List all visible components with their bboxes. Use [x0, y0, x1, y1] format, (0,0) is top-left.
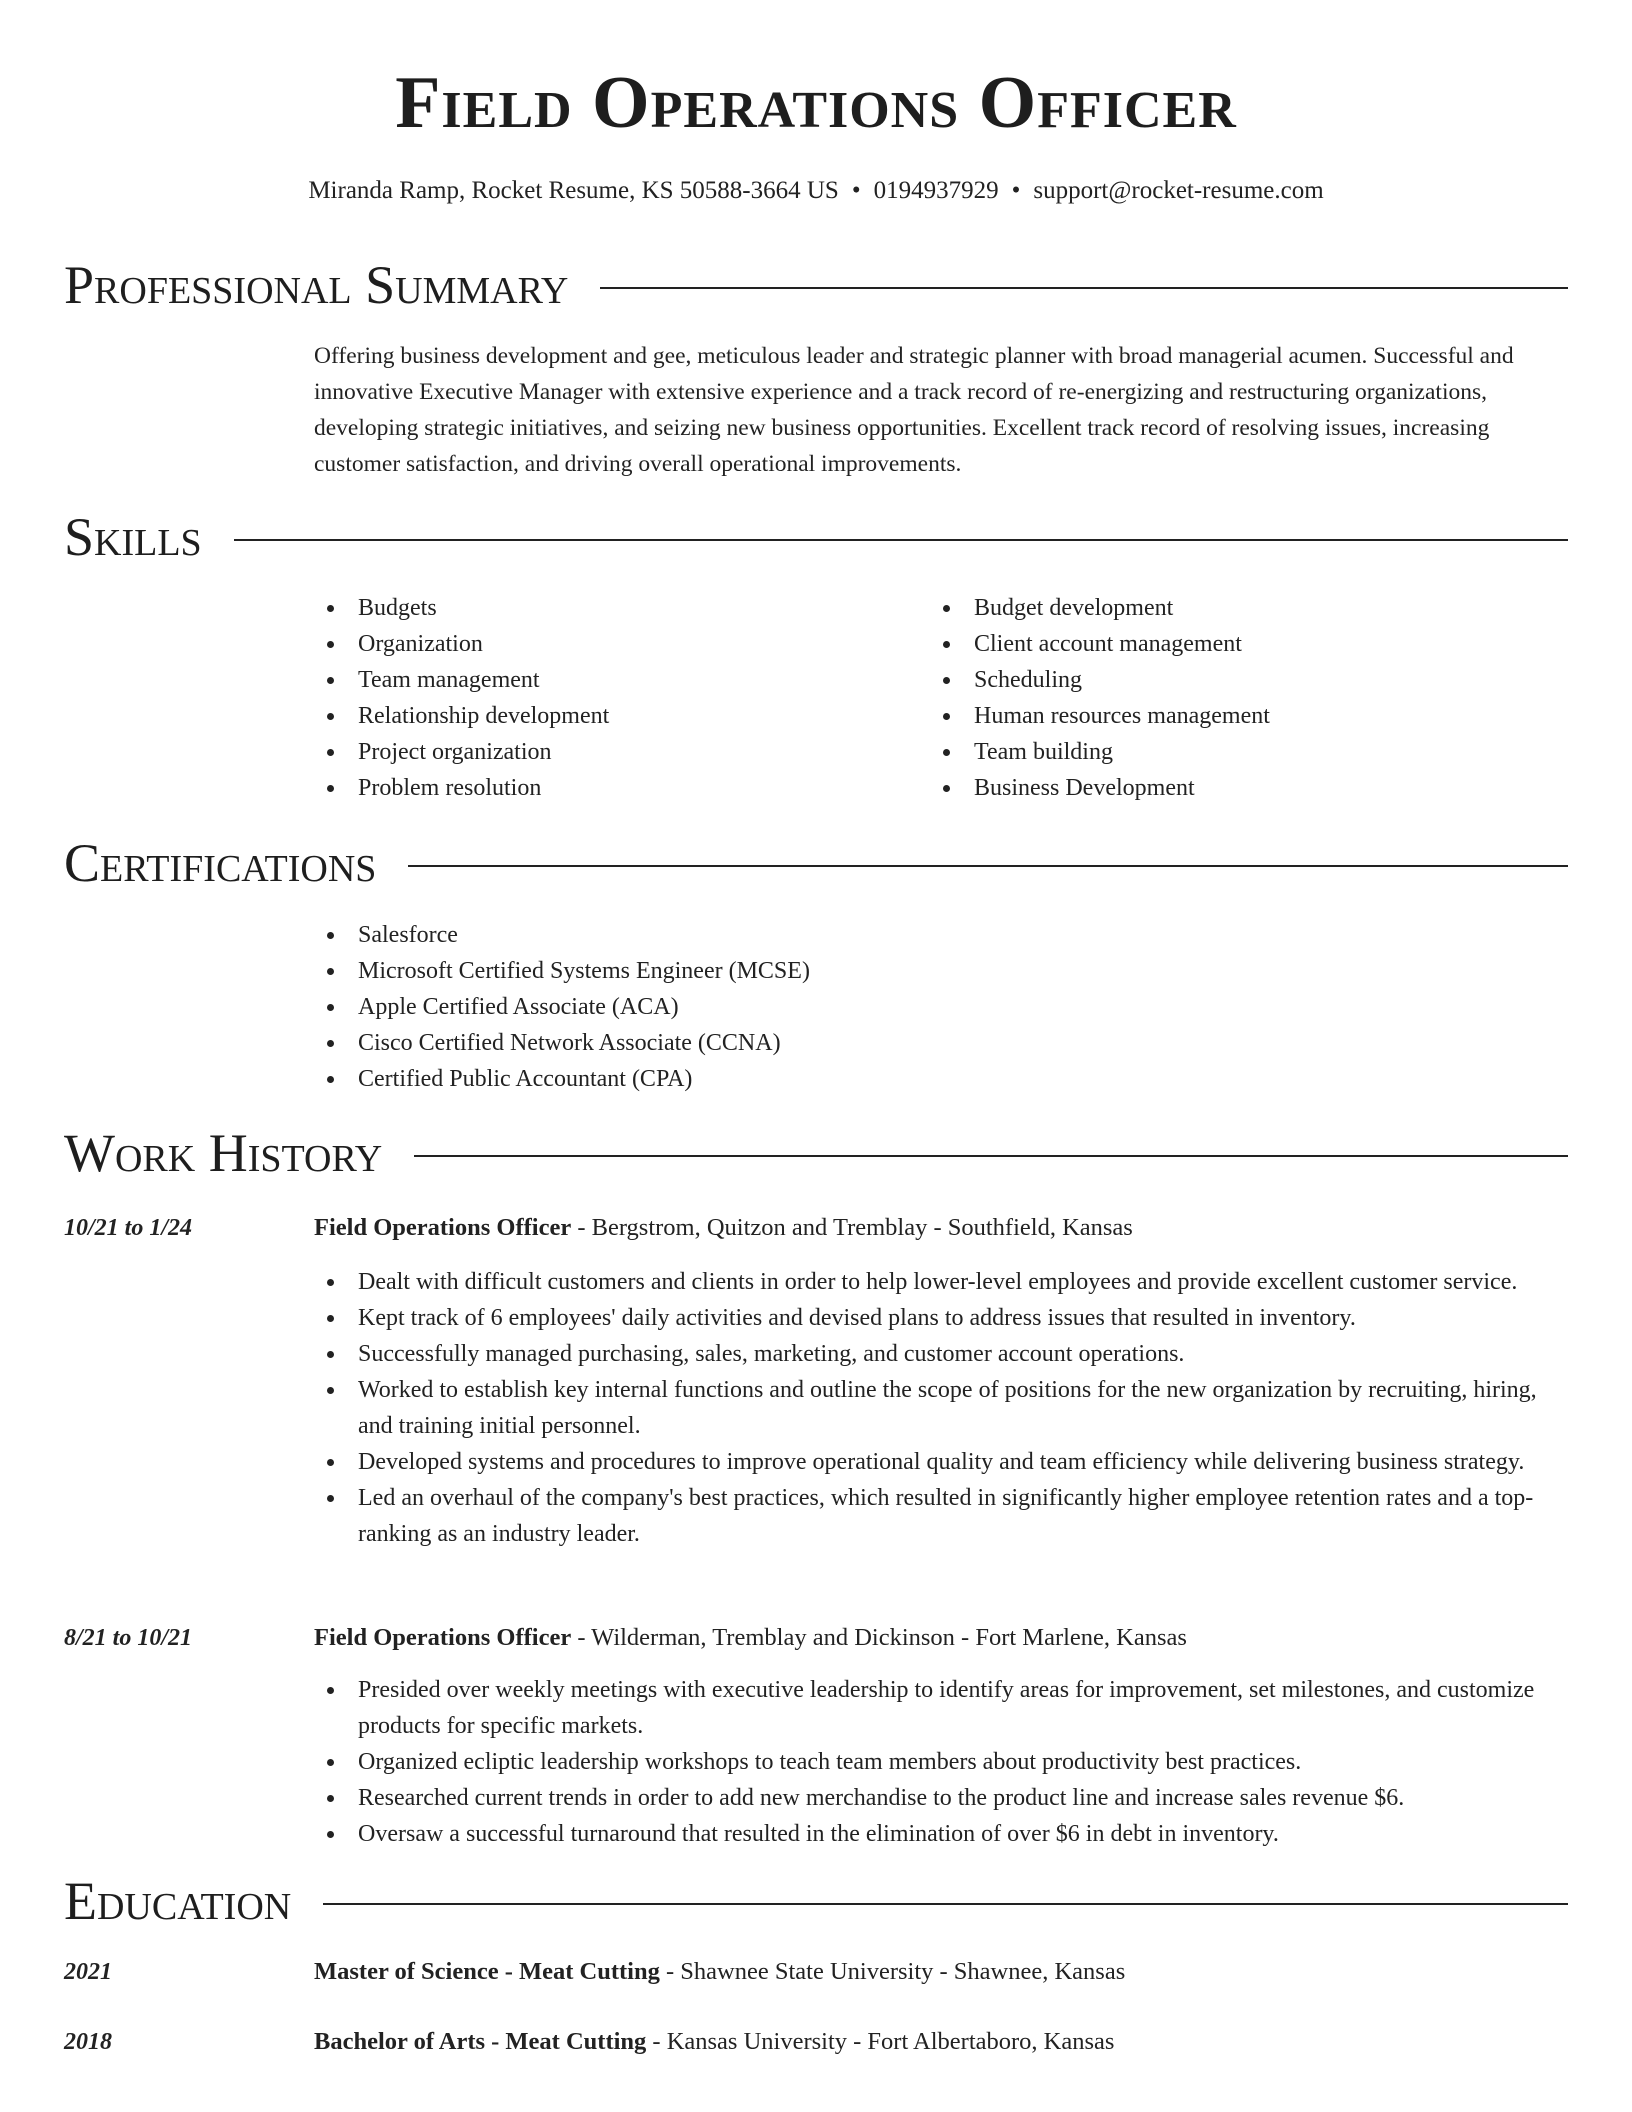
skill-item: Problem resolution [314, 770, 914, 806]
job-employer: - Bergstrom, Quitzon and Tremblay - Southfield, Kansas [571, 1214, 1133, 1241]
skill-item: Budget development [930, 590, 1570, 626]
skill-item: Organization [314, 626, 914, 662]
section-divider [414, 1155, 1568, 1157]
job-bullets [314, 1264, 1568, 1552]
skills-list-right [930, 590, 1570, 806]
education-year: 2021 [64, 1959, 112, 1985]
job-dates: 8/21 to 10/21 [64, 1625, 193, 1651]
job-bullet: Organized ecliptic leadership workshops to teach team members about productivity best practices. [314, 1744, 1568, 1780]
section-divider [323, 1903, 1568, 1905]
certification-item: Certified Public Accountant (CPA) [314, 1061, 1314, 1097]
job-bullet: Successfully managed purchasing, sales, marketing, and customer account operations. [314, 1336, 1568, 1372]
skill-item: Human resources management [930, 698, 1570, 734]
job-heading [314, 1620, 1568, 1656]
contact-address: Miranda Ramp, Rocket Resume, KS 50588-3664 US [308, 177, 839, 204]
section-divider [408, 865, 1568, 867]
skill-item: Relationship development [314, 698, 914, 734]
job-bullet: Developed systems and procedures to improve operational quality and team efficiency while delivering business strategy. [314, 1444, 1568, 1480]
job-bullet: Worked to establish key internal functions and outline the scope of positions for the new organization by recruiting, hiring, and training initial personnel. [314, 1372, 1568, 1444]
job-bullet: Kept track of 6 employees' daily activities and devised plans to address issues that resulted in inventory. [314, 1300, 1568, 1336]
skills-list-left [314, 590, 914, 806]
job-bullet: Presided over weekly meetings with executive leadership to identify areas for improvement, set milestones, and customize products for specific markets. [314, 1672, 1568, 1744]
education-degree: Master of Science - Meat Cutting [314, 1958, 660, 1985]
job-role: Field Operations Officer [314, 1214, 572, 1241]
section-divider [600, 287, 1568, 289]
education-entry [314, 2024, 1568, 2060]
education-school: - Shawnee State University - Shawnee, Kansas [659, 1958, 1126, 1985]
certification-item: Cisco Certified Network Associate (CCNA) [314, 1025, 1314, 1061]
job-dates: 10/21 to 1/24 [64, 1215, 193, 1241]
contact-email[interactable]: support@rocket-resume.com [1033, 177, 1324, 204]
section-heading-summary [64, 252, 1568, 318]
section-heading-education [64, 1868, 1568, 1934]
skill-item: Budgets [314, 590, 914, 626]
section-title: Work History [64, 1123, 383, 1183]
section-heading-work-history [64, 1120, 1568, 1186]
skill-item: Scheduling [930, 662, 1570, 698]
section-divider [234, 539, 1568, 541]
section-title: Professional Summary [64, 255, 569, 315]
job-role: Field Operations Officer [314, 1624, 572, 1651]
skill-item: Business Development [930, 770, 1570, 806]
section-title: Skills [64, 507, 202, 567]
contact-line [0, 174, 1632, 208]
certification-item: Apple Certified Associate (ACA) [314, 989, 1314, 1025]
job-bullet: Led an overhaul of the company's best practices, which resulted in significantly higher employee retention rates and a top-ranking as an industry leader. [314, 1480, 1568, 1552]
job-bullet: Oversaw a successful turnaround that resulted in the elimination of over $6 in debt in inventory. [314, 1816, 1568, 1852]
job-bullet: Dealt with difficult customers and clients in order to help lower-level employees and provide excellent customer service. [314, 1264, 1568, 1300]
summary-text: Offering business development and gee, meticulous leader and strategic planner with broad managerial acumen. Successful and innovative Executive Manager with extensive experience and a track record of re-energizing and restructuring organizations, developing strategic initiatives, and seizing new business opportunities. Excellent track record of resolving issues, increasing customer satisfaction, and driving overall operational improvements. [314, 343, 1514, 477]
contact-separator: • [851, 177, 861, 204]
section-title: Certifications [64, 833, 377, 893]
certification-item: Salesforce [314, 917, 1314, 953]
certification-item: Microsoft Certified Systems Engineer (MCSE) [314, 953, 1314, 989]
certifications-list [314, 917, 1314, 1097]
section-heading-skills [64, 504, 1568, 570]
contact-separator: • [1011, 177, 1021, 204]
skill-item: Team building [930, 734, 1570, 770]
section-title: Education [64, 1871, 292, 1931]
education-school: - Kansas University - Fort Albertaboro, Kansas [646, 2028, 1115, 2055]
skill-item: Team management [314, 662, 914, 698]
education-entry [314, 1954, 1568, 1990]
skill-item: Project organization [314, 734, 914, 770]
education-year: 2018 [64, 2029, 112, 2055]
job-bullet: Researched current trends in order to add new merchandise to the product line and increase sales revenue $6. [314, 1780, 1568, 1816]
job-heading [314, 1210, 1568, 1246]
section-heading-certifications [64, 830, 1568, 896]
contact-phone: 0194937929 [873, 177, 999, 204]
education-degree: Bachelor of Arts - Meat Cutting [314, 2028, 647, 2055]
job-employer: - Wilderman, Tremblay and Dickinson - Fort Marlene, Kansas [571, 1624, 1187, 1651]
skill-item: Client account management [930, 626, 1570, 662]
page-title: Field Operations Officer [395, 62, 1237, 144]
job-bullets [314, 1672, 1568, 1852]
